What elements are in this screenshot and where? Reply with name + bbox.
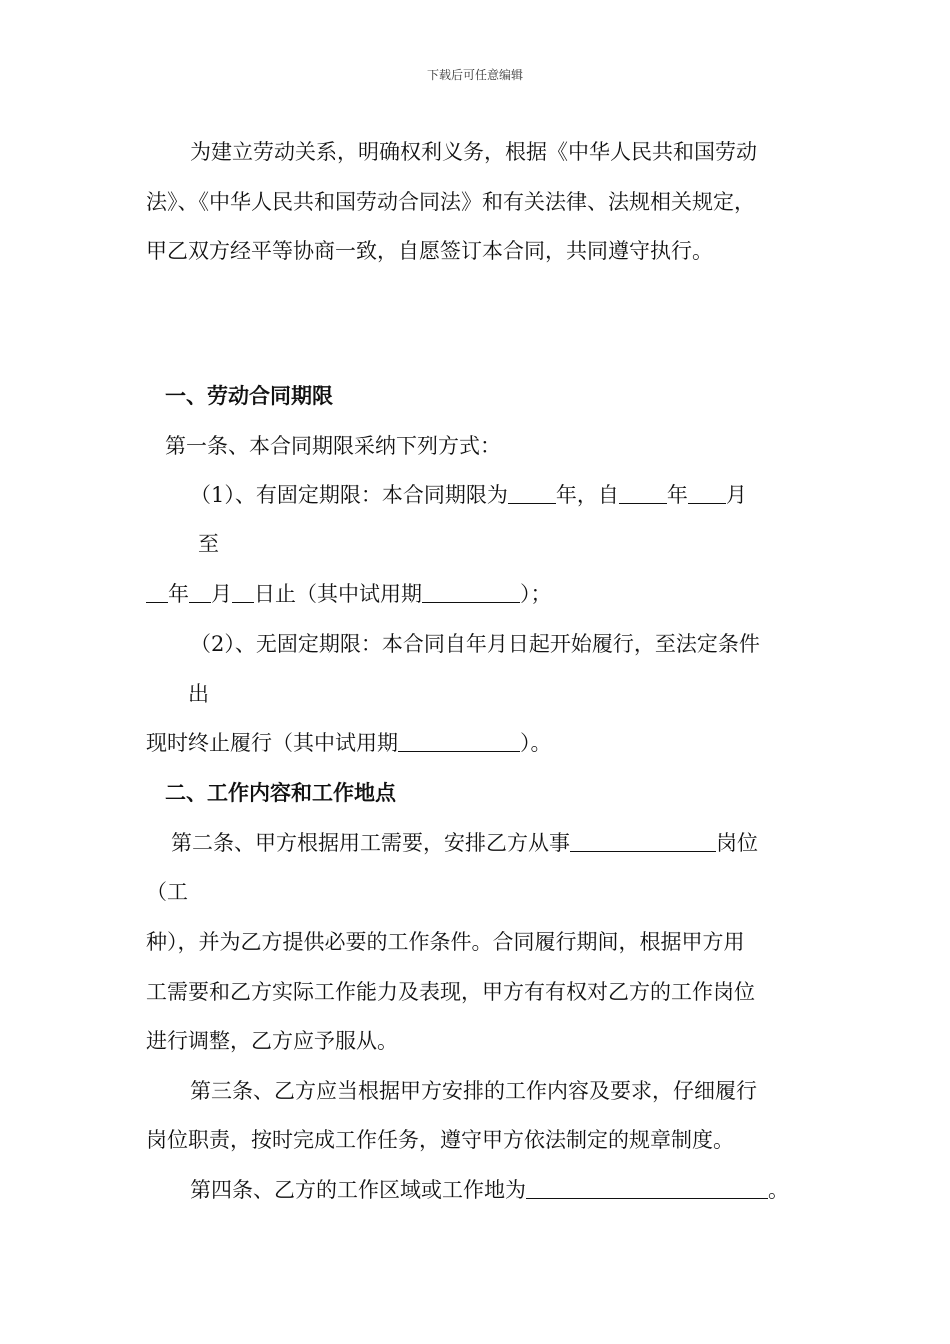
article-2-line-1 xyxy=(171,828,758,858)
text-fragment: 第四条、乙方的工作区域或工作地为 xyxy=(190,1178,526,1202)
start-year-blank[interactable] xyxy=(619,481,667,504)
intro-line-2: 法》、《中华人民共和国劳动合同法》和有关法律、法规相关规定， xyxy=(146,190,755,214)
fixed-term-line xyxy=(190,480,747,510)
text-fragment: 年 xyxy=(666,483,688,507)
start-month-blank[interactable] xyxy=(688,481,726,504)
term-years-blank[interactable] xyxy=(508,481,556,504)
text-fragment: 第二条、甲方根据用工需要，安排乙方从事 xyxy=(171,831,570,855)
text-fragment: 年，自 xyxy=(555,483,619,507)
fixed-term-label: （1）、有固定期限：本合同期限为 xyxy=(190,483,508,507)
section-2-heading: 二、工作内容和工作地点 xyxy=(165,781,396,805)
open-term-wrap: 出 xyxy=(188,682,209,706)
open-term-line: （2）、无固定期限：本合同自年月日起开始履行，至法定条件 xyxy=(190,632,760,656)
text-fragment: 日止（其中试用期 xyxy=(254,582,422,606)
text-fragment: 岗位 xyxy=(716,831,758,855)
article-3-line-1: 第三条、乙方应当根据甲方安排的工作内容及要求，仔细履行 xyxy=(190,1079,757,1103)
section-1-heading: 一、劳动合同期限 xyxy=(165,384,333,408)
article-3-line-2: 岗位职责，按时完成工作任务，遵守甲方依法制定的规章制度。 xyxy=(146,1128,734,1152)
article-2-line-5: 进行调整，乙方应予服从。 xyxy=(146,1029,398,1053)
text-fragment: 现时终止履行（其中试用期 xyxy=(146,731,398,755)
end-day-blank[interactable] xyxy=(232,580,254,603)
intro-line-1: 为建立劳动关系，明确权利义务，根据《中华人民共和国劳动 xyxy=(190,140,757,164)
position-blank[interactable] xyxy=(570,829,716,852)
article-4-line xyxy=(190,1175,789,1205)
text-fragment: 年 xyxy=(168,582,189,606)
open-term-end-line xyxy=(146,728,552,758)
article-2-line-3: 种），并为乙方提供必要的工作条件。合同履行期间，根据甲方用 xyxy=(146,930,745,954)
end-year-blank[interactable] xyxy=(146,580,168,603)
text-fragment: ）； xyxy=(520,582,552,606)
fixed-term-wrap: 至 xyxy=(198,532,219,556)
probation-blank-2[interactable] xyxy=(398,729,520,752)
intro-line-3: 甲乙双方经平等协商一致，自愿签订本合同，共同遵守执行。 xyxy=(146,239,713,263)
fixed-term-end-line xyxy=(146,579,552,609)
work-location-blank[interactable] xyxy=(526,1176,768,1199)
probation-blank-1[interactable] xyxy=(422,580,520,603)
article-2-line-2: （工 xyxy=(146,880,188,904)
page-header: 下载后可任意编辑 xyxy=(426,68,523,82)
text-fragment: 月 xyxy=(211,582,232,606)
text-fragment: 月 xyxy=(725,483,747,507)
end-month-blank[interactable] xyxy=(189,580,211,603)
article-1: 第一条、本合同期限采纳下列方式： xyxy=(165,434,501,458)
article-2-line-4: 工需要和乙方实际工作能力及表现，甲方有有权对乙方的工作岗位 xyxy=(146,980,755,1004)
text-fragment: ）。 xyxy=(520,731,552,755)
text-fragment: 。 xyxy=(768,1178,789,1202)
